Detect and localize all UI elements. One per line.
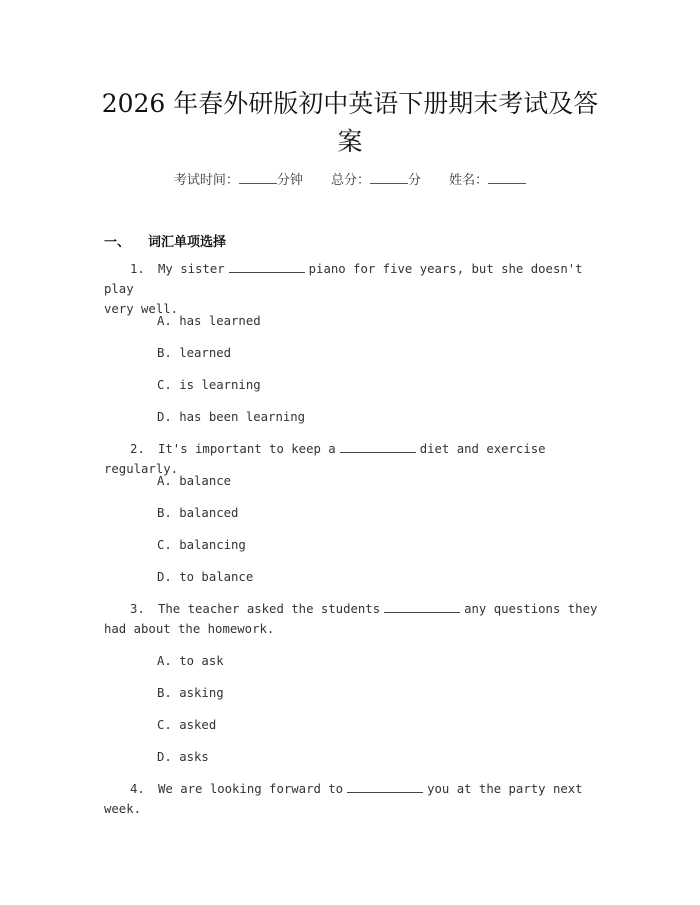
question-number: 4. [130,782,145,796]
option-d: D. asks [157,750,209,764]
option-b: B. asking [157,686,224,700]
section-number: 一、 [104,235,131,250]
question-number: 2. [130,442,145,456]
section-heading [104,231,226,250]
answer-blank [340,442,416,453]
score-blank [370,172,408,184]
document-title-line1: 2026 年春外研版初中英语下册期末考试及答 [101,89,599,118]
name-blank [488,172,526,184]
option-d: D. to balance [157,570,254,584]
question-1: 1. My sister piano for five years, but she doesn't play very well. [104,259,604,319]
question-2: 2. It's important to keep a diet and exercise regularly. [104,439,604,479]
question-4: 4. We are looking forward to you at the party next week. [104,779,604,819]
option-a: A. has learned [157,314,261,328]
question-number: 1. [130,262,145,276]
question-continuation: very well. [104,302,179,316]
question-continuation: had about the homework. [104,622,275,636]
student-name: 姓名： [449,173,526,188]
document-title-line2: 案 [337,127,363,156]
time-blank [239,172,277,184]
section-title: 词汇单项选择 [148,235,227,250]
option-a: A. balance [157,474,232,488]
question-number: 3. [130,602,145,616]
option-a: A. to ask [157,654,224,668]
question-3: 3. The teacher asked the students any questions they had about the homework. [104,599,604,639]
option-c: C. balancing [157,538,246,552]
option-b: B. learned [157,346,232,360]
total-score: 总分： 分 [330,173,422,188]
option-c: C. asked [157,718,217,732]
exam-meta [0,169,700,188]
answer-blank [347,782,423,793]
answer-blank [384,602,460,613]
option-b: B. balanced [157,506,239,520]
answer-blank [229,262,305,273]
option-d: D. has been learning [157,410,306,424]
exam-time: 考试时间： 分钟 [173,173,303,188]
option-c: C. is learning [157,378,261,392]
